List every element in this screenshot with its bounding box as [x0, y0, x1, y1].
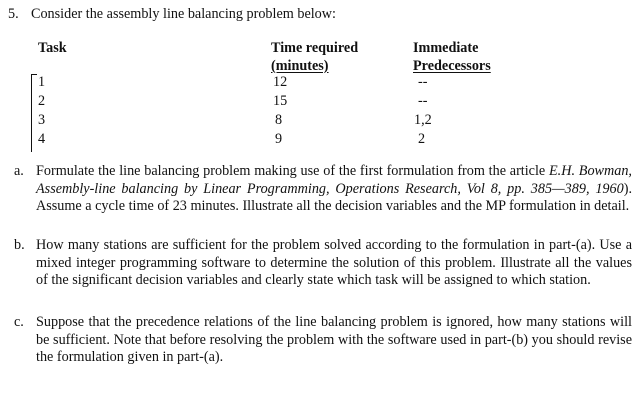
cell-task: 1 — [38, 74, 46, 90]
cell-pred: 2 — [418, 131, 426, 147]
table-top-tick — [31, 74, 37, 75]
cell-time: 12 — [273, 74, 288, 90]
header-pred-line2: Predecessors — [413, 57, 491, 74]
part-a-citation: E.H. Bowman, Assembly-line balancing by Linear Programming, Operations Research, Vol 8, pp. 385—389, 1960 — [36, 163, 632, 197]
task-table — [0, 0, 642, 160]
question-prompt: Consider the assembly line balancing problem below: — [31, 6, 336, 22]
table-left-border — [31, 74, 32, 152]
part-a-letter: a. — [14, 163, 24, 179]
cell-task: 3 — [38, 112, 46, 128]
question-number: 5. — [8, 6, 19, 22]
part-a-text — [36, 163, 632, 216]
header-task: Task — [38, 40, 67, 56]
cell-pred: -- — [418, 74, 428, 90]
part-c-text: Suppose that the precedence relations of the line balancing problem is ignored, how many stations will be sufficient. Note that before resolving the problem with the software used in part-(b) you should revise the formulation given in part-(a). — [36, 314, 632, 365]
part-c-letter: c. — [14, 314, 24, 330]
header-time-line1: Time required — [271, 40, 359, 56]
part-a-lead: Formulate the line balancing problem making use of the first formulation from the article — [36, 163, 549, 179]
part-b-text: How many stations are sufficient for the problem solved according to the formulation in part-(a). Use a mixed integer programming software to determine the solution of this problem. Illustrate all the values of the significant decision variables and clearly state which task will be assigned to which station. — [36, 237, 632, 288]
part-b-letter: b. — [14, 237, 25, 253]
cell-time: 9 — [275, 131, 283, 147]
cell-pred: -- — [418, 93, 428, 109]
header-time-line2: (minutes) — [271, 57, 329, 74]
cell-task: 4 — [38, 131, 46, 147]
header-predecessors — [413, 40, 491, 75]
cell-time: 15 — [273, 93, 288, 109]
header-pred-line1: Immediate — [413, 40, 479, 56]
header-time-required — [271, 40, 358, 75]
cell-task: 2 — [38, 93, 46, 109]
cell-pred: 1,2 — [414, 112, 432, 128]
cell-time: 8 — [275, 112, 283, 128]
part-a-tail: ). Assume a cycle time of 23 minutes. Illustrate all the decision variables and the MP formulation in detail. — [36, 180, 632, 214]
